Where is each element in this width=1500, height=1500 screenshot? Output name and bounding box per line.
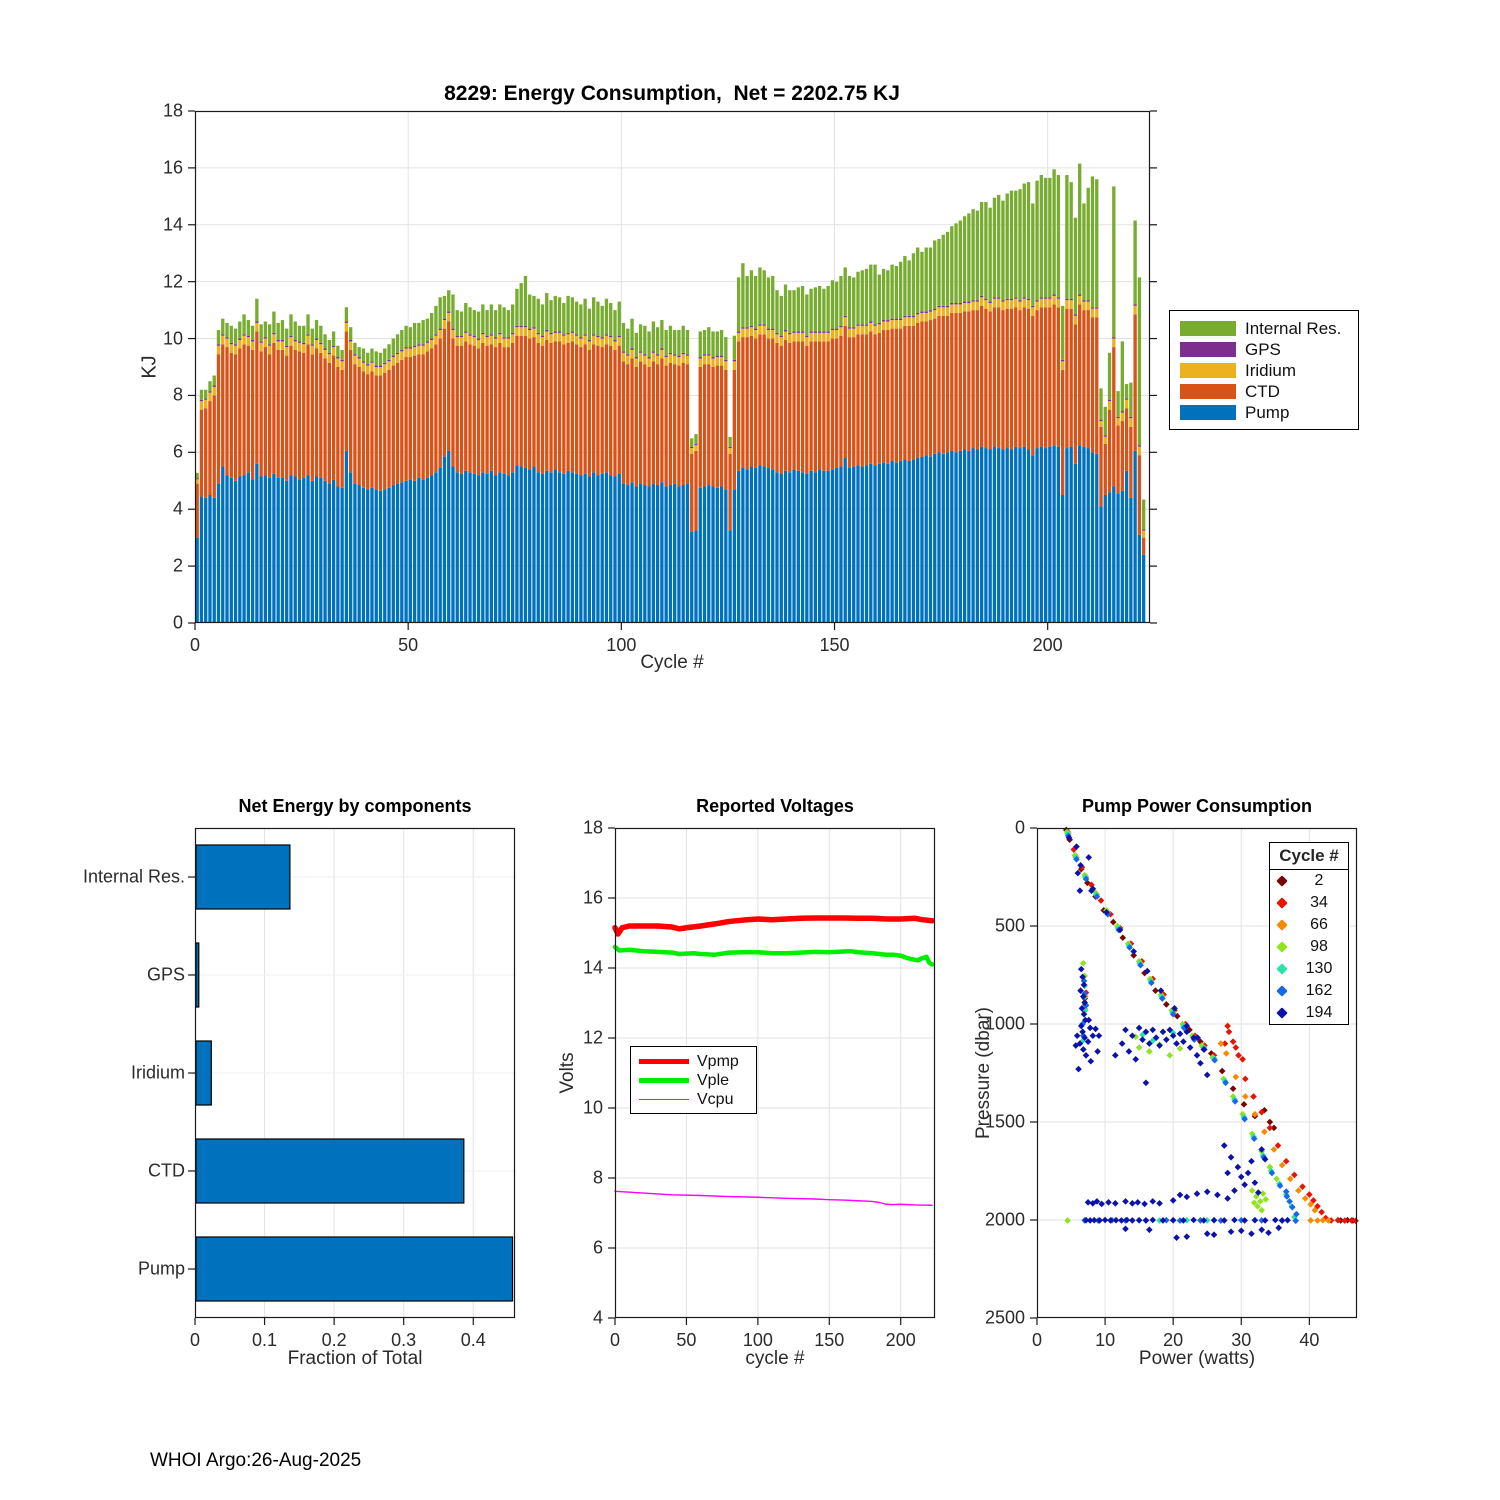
component-bar-iridium [196, 1041, 211, 1105]
power-xtick-0: 0 [1031, 1330, 1043, 1350]
voltage-line-vcpu [615, 1191, 932, 1205]
components-xlabel: Fraction of Total [287, 1348, 423, 1369]
power-series-162 [1065, 833, 1300, 1225]
energy-ytick-2: 2 [172, 555, 183, 576]
energy-legend-item-ctd [1180, 381, 1348, 402]
voltages-xtick-100: 100 [742, 1330, 773, 1350]
component-bar-ctd [196, 1139, 464, 1203]
power-legend-item-98 [1270, 936, 1348, 958]
voltages-ytick-4: 4 [592, 1307, 603, 1328]
voltages-legend-item-vple [639, 1071, 748, 1090]
legend-marker-icon [1276, 919, 1287, 930]
voltage-line-vple [615, 947, 932, 965]
legend-label: Pump [1245, 402, 1290, 422]
components-chart-title: Net Energy by components [238, 796, 472, 816]
legend-label: CTD [1245, 381, 1280, 401]
power-ytick-1000: 1000 [984, 1013, 1025, 1034]
legend-swatch-icon [1180, 363, 1236, 378]
legend-swatch-icon [1180, 405, 1236, 420]
legend-label: GPS [1245, 339, 1281, 359]
legend-label: Iridium [1245, 360, 1297, 380]
voltages-chart-title: Reported Voltages [696, 796, 854, 816]
legend-marker-icon [1276, 875, 1287, 886]
power-ytick-2000: 2000 [984, 1209, 1025, 1230]
components-xtick-0.3: 0.3 [391, 1330, 417, 1350]
legend-marker-icon [1276, 897, 1287, 908]
legend-marker-icon [1276, 963, 1287, 974]
components-xtick-0.2: 0.2 [321, 1330, 347, 1350]
components-xtick-0.1: 0.1 [252, 1330, 278, 1350]
energy-chart-legend [1169, 310, 1359, 430]
power-series-194 [1066, 835, 1291, 1241]
power-ytick-1500: 1500 [984, 1111, 1025, 1132]
energy-bars-layer [196, 164, 1146, 623]
voltages-ytick-18: 18 [582, 817, 603, 838]
energy-xtick-200: 200 [1032, 635, 1063, 655]
legend-label: Vcpu [697, 1090, 734, 1108]
components-cat-label-0: Internal Res. [82, 866, 185, 887]
power-chart-legend [1269, 842, 1349, 1025]
legend-label: 130 [1305, 960, 1333, 977]
energy-ytick-0: 0 [172, 612, 183, 633]
components-xtick-0.4: 0.4 [460, 1330, 486, 1350]
energy-ytick-10: 10 [162, 328, 183, 349]
voltages-xlabel: cycle # [745, 1348, 805, 1369]
energy-chart-title: 8229: Energy Consumption, Net = 2202.75 KJ [444, 82, 900, 105]
power-ytick-500: 500 [994, 915, 1025, 936]
legend-label: Vpmp [697, 1052, 739, 1070]
energy-ylabel: KJ [138, 355, 161, 379]
energy-legend-item-internalres [1180, 318, 1348, 339]
voltages-ytick-8: 8 [592, 1167, 603, 1188]
energy-ytick-16: 16 [162, 157, 183, 178]
power-xtick-30: 30 [1231, 1330, 1252, 1350]
components-cat-label-4: Pump [137, 1258, 185, 1279]
voltages-xtick-50: 50 [676, 1330, 697, 1350]
legend-marker-icon [1276, 985, 1287, 996]
legend-marker-icon [1276, 941, 1287, 952]
legend-label: 2 [1314, 872, 1324, 889]
power-ytick-2500: 2500 [984, 1307, 1025, 1328]
energy-xtick-50: 50 [398, 635, 419, 655]
voltages-legend-item-vpmp [639, 1052, 748, 1071]
legend-label: Vple [697, 1071, 730, 1089]
voltages-legend [630, 1046, 757, 1114]
power-xlabel: Power (watts) [1138, 1348, 1256, 1369]
energy-xtick-100: 100 [606, 635, 637, 655]
components-xtick-0: 0 [189, 1330, 201, 1350]
voltages-ytick-14: 14 [582, 957, 603, 978]
legend-line-icon [639, 1099, 689, 1101]
energy-ytick-8: 8 [172, 384, 183, 405]
voltages-ytick-16: 16 [582, 887, 603, 908]
legend-label: 194 [1305, 1004, 1333, 1021]
voltages-ytick-10: 10 [582, 1097, 603, 1118]
power-legend-item-34 [1270, 892, 1348, 914]
energy-legend-item-gps [1180, 339, 1348, 360]
power-legend-item-162 [1270, 980, 1348, 1002]
legend-line-icon [639, 1078, 689, 1083]
energy-ytick-12: 12 [162, 271, 183, 292]
legend-label: Internal Res. [1245, 318, 1342, 338]
power-ytick-0: 0 [1014, 817, 1025, 838]
energy-ytick-18: 18 [162, 100, 183, 121]
energy-legend-item-pump [1180, 402, 1348, 423]
energy-xlabel: Cycle # [640, 652, 704, 673]
components-chart-plot [195, 828, 515, 1318]
energy-ytick-6: 6 [172, 441, 183, 462]
power-xtick-10: 10 [1095, 1330, 1116, 1350]
energy-xtick-150: 150 [819, 635, 850, 655]
legend-swatch-icon [1180, 342, 1236, 357]
components-cat-label-2: Iridium [130, 1062, 185, 1083]
power-xtick-40: 40 [1299, 1330, 1320, 1350]
power-legend-item-2 [1270, 870, 1348, 892]
voltages-ylabel: Volts [557, 1052, 578, 1094]
components-cat-label-3: CTD [148, 1160, 185, 1181]
component-bar-pump [196, 1237, 513, 1301]
energy-ytick-4: 4 [172, 498, 183, 519]
voltages-ytick-12: 12 [582, 1027, 603, 1048]
legend-swatch-icon [1180, 384, 1236, 399]
voltage-line-vpmp [615, 918, 932, 934]
energy-xtick-0: 0 [189, 635, 201, 655]
footer-watermark: WHOI Argo:26-Aug-2025 [150, 1450, 362, 1471]
power-xtick-20: 20 [1163, 1330, 1184, 1350]
components-cat-label-1: GPS [146, 964, 185, 985]
power-legend-title: Cycle # [1270, 843, 1348, 870]
legend-label: 66 [1310, 916, 1328, 933]
energy-ytick-14: 14 [162, 214, 183, 235]
legend-marker-icon [1276, 1007, 1287, 1018]
legend-label: 34 [1310, 894, 1328, 911]
voltages-xtick-200: 200 [885, 1330, 916, 1350]
legend-line-icon [639, 1059, 689, 1065]
component-bar-gps [196, 943, 199, 1007]
voltages-ytick-6: 6 [592, 1237, 603, 1258]
voltages-xtick-0: 0 [609, 1330, 621, 1350]
energy-chart-plot [195, 111, 1150, 623]
legend-swatch-icon [1180, 321, 1236, 336]
component-bar-internalres [196, 845, 290, 909]
power-series-130 [1064, 831, 1297, 1224]
power-legend-item-194 [1270, 1002, 1348, 1024]
power-chart-title: Pump Power Consumption [1081, 796, 1313, 816]
power-legend-item-130 [1270, 958, 1348, 980]
legend-label: 98 [1310, 938, 1328, 955]
power-legend-item-66 [1270, 914, 1348, 936]
energy-legend-item-iridium [1180, 360, 1348, 381]
legend-label: 162 [1305, 982, 1333, 999]
voltages-xtick-150: 150 [814, 1330, 845, 1350]
power-ylabel: Pressure (dbar) [973, 1007, 994, 1139]
voltages-legend-item-vcpu [639, 1090, 748, 1109]
